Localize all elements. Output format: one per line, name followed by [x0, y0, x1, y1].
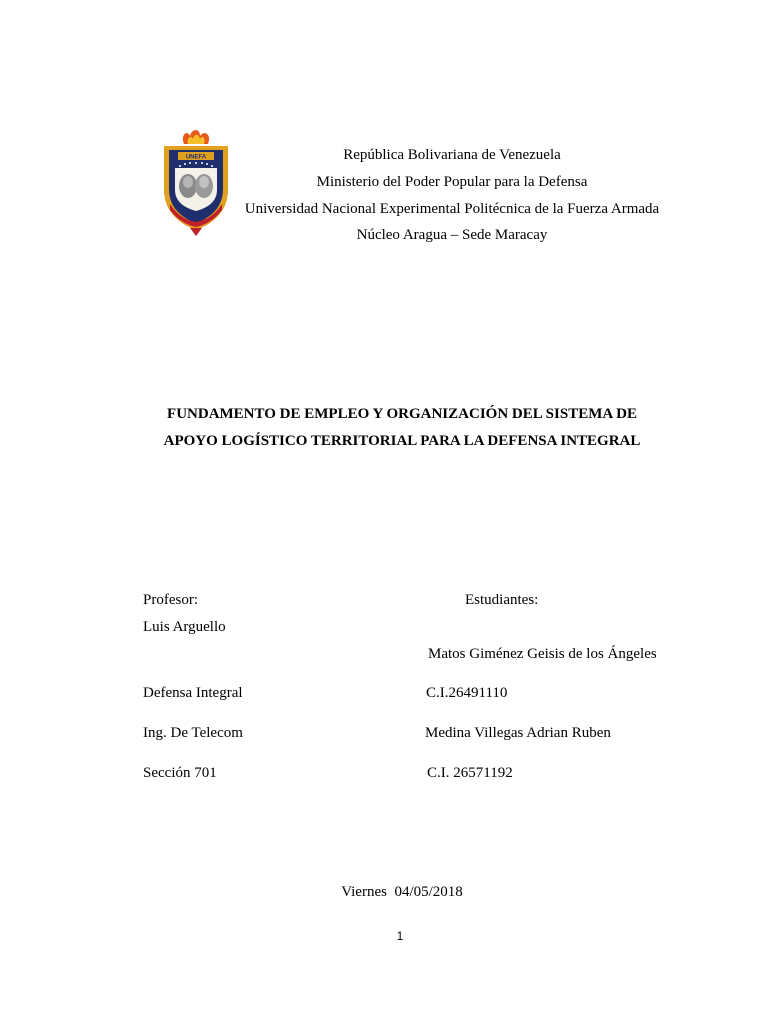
student-1-name: Matos Giménez Geisis de los Ángeles	[428, 646, 657, 662]
professor-label: Profesor:	[143, 592, 198, 608]
page-number: 1	[396, 929, 404, 943]
header-ministry: Ministerio del Poder Popular para la Defensa	[316, 174, 588, 190]
student-2-name: Medina Villegas Adrian Ruben	[425, 725, 611, 741]
student-1-id: C.I.26491110	[426, 685, 508, 701]
header-country: República Bolivariana de Venezuela	[343, 147, 561, 163]
document-date: Viernes 04/05/2018	[341, 884, 463, 900]
document-title-line-1: FUNDAMENTO DE EMPLEO Y ORGANIZACIÓN DEL SISTEMA DE	[167, 406, 637, 422]
section-name: Sección 701	[143, 765, 217, 781]
career-name: Ing. De Telecom	[143, 725, 243, 741]
students-label: Estudiantes:	[465, 592, 539, 608]
crest-banner-text: UNEFA	[185, 154, 207, 161]
header-university: Universidad Nacional Experimental Politécnica de la Fuerza Armada	[244, 201, 660, 217]
header-campus: Núcleo Aragua – Sede Maracay	[356, 227, 548, 243]
professor-name: Luis Arguello	[143, 619, 226, 635]
subject-name: Defensa Integral	[143, 685, 243, 701]
document-title-line-2: APOYO LOGÍSTICO TERRITORIAL PARA LA DEFENSA INTEGRAL	[163, 433, 641, 449]
student-2-id: C.I. 26571192	[427, 765, 513, 781]
